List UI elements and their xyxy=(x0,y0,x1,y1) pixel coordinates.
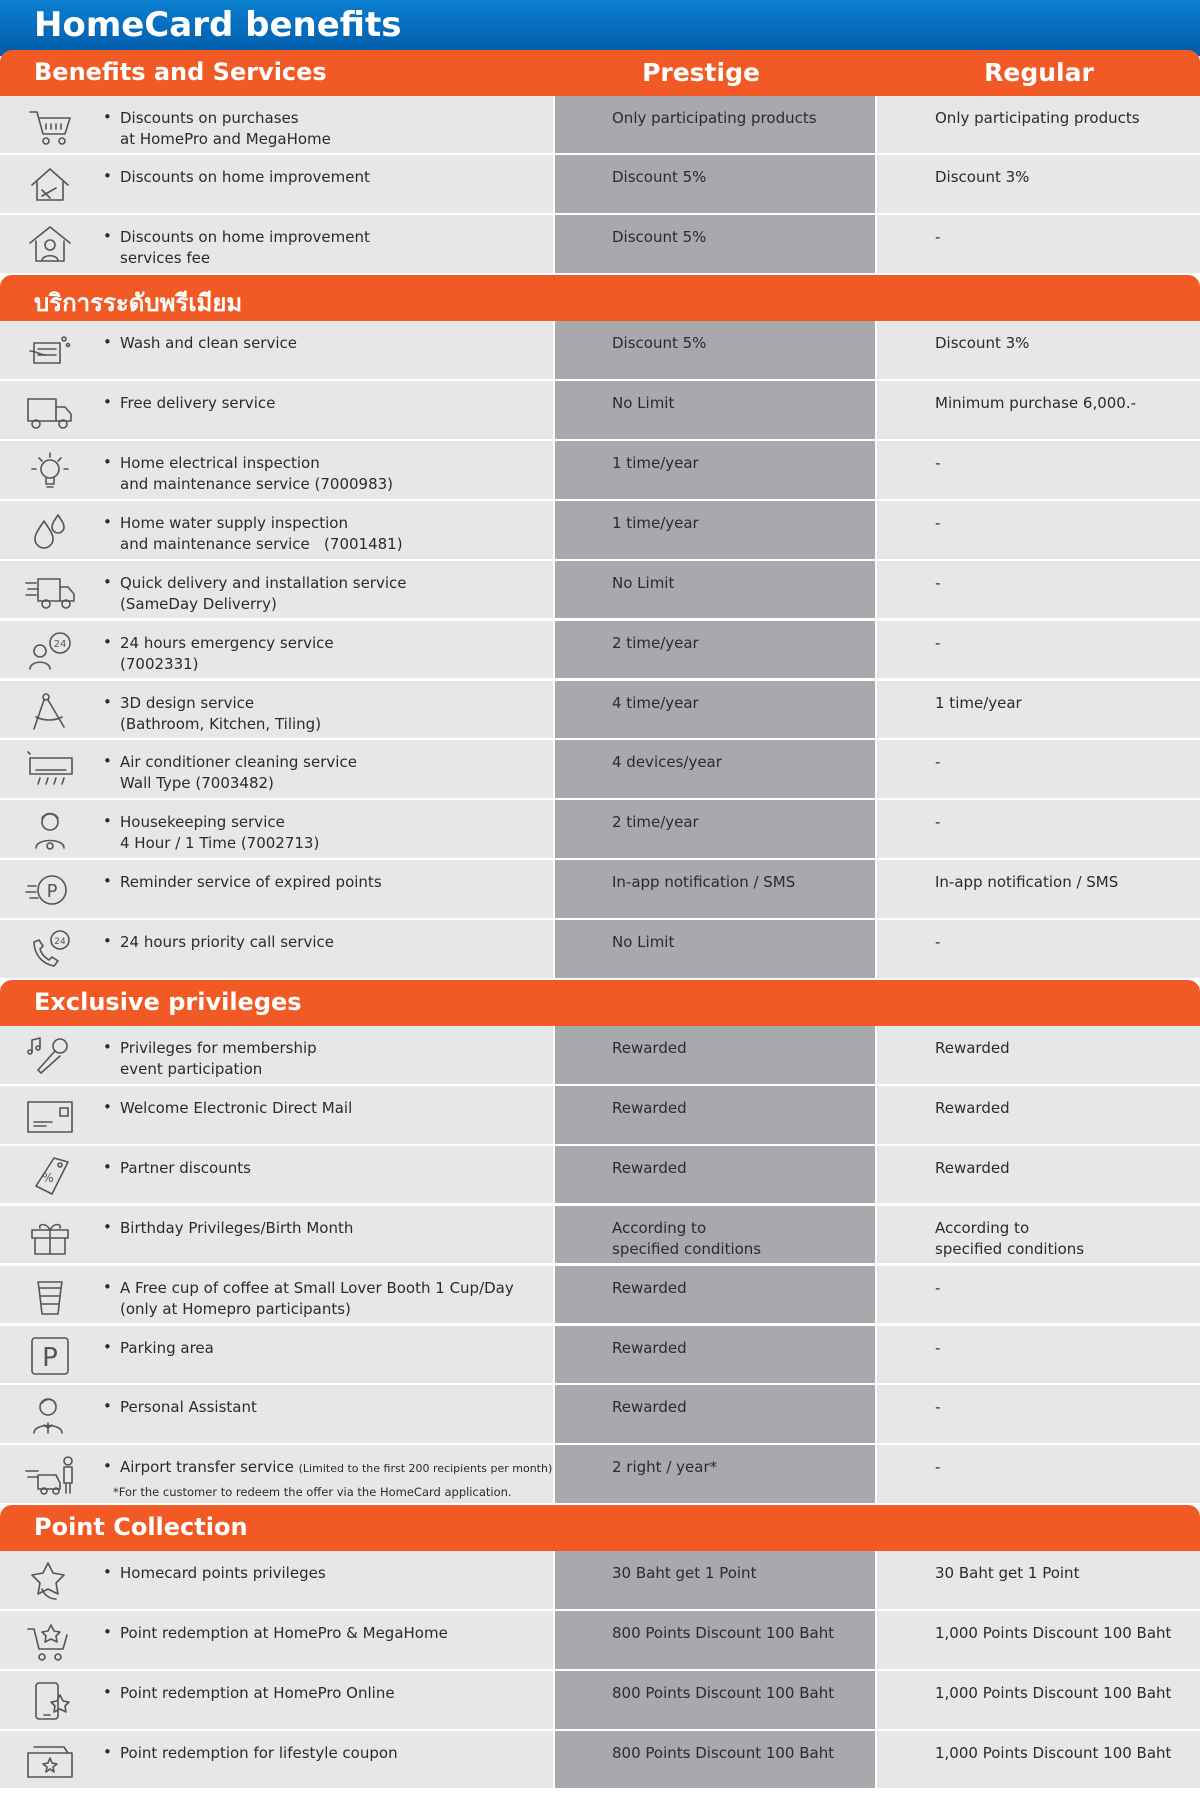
section-header xyxy=(0,50,1200,96)
prestige-cell xyxy=(555,1731,875,1789)
regular-value: - xyxy=(935,1458,941,1477)
regular-value: 1,000 Points Discount 100 Baht xyxy=(935,1684,1172,1703)
regular-cell xyxy=(877,920,1200,978)
home-improvement-icon xyxy=(24,163,76,207)
benefit-text: Birthday Privileges/Birth Month xyxy=(120,1218,354,1237)
prestige-cell xyxy=(555,1551,875,1609)
regular-value: Rewarded xyxy=(935,1158,1010,1177)
benefit-text: Discounts on home improvement xyxy=(120,168,370,187)
regular-cell xyxy=(877,1671,1200,1729)
prestige-cell xyxy=(555,501,875,559)
benefit-row xyxy=(0,215,1200,275)
svg-text:%: % xyxy=(42,1170,54,1185)
benefit-cell xyxy=(0,1326,553,1384)
section-header xyxy=(0,980,1200,1026)
design-compass-icon xyxy=(24,689,76,733)
bullet: • xyxy=(103,1097,112,1116)
benefit-text: Housekeeping service 4 Hour / 1 Time (7002713) xyxy=(120,813,320,853)
prestige-value: 800 Points Discount 100 Baht xyxy=(612,1684,835,1703)
benefit-text: Airport transfer service (Limited to the first 200 recipients per month) xyxy=(120,1458,553,1477)
regular-value: - xyxy=(935,633,941,652)
benefit-text: A Free cup of coffee at Small Lover Booth 1 Cup/Day (only at Homepro participants) xyxy=(120,1278,514,1318)
shopping-cart-icon xyxy=(24,104,76,148)
regular-cell xyxy=(877,1326,1200,1384)
air-conditioner-icon xyxy=(24,748,76,792)
regular-cell xyxy=(877,1146,1200,1204)
benefit-row xyxy=(0,1445,1200,1505)
bullet: • xyxy=(103,1623,112,1642)
regular-value: - xyxy=(935,813,941,832)
benefit-row xyxy=(0,561,1200,621)
prestige-value: 2 time/year xyxy=(612,633,699,652)
regular-cell xyxy=(877,1551,1200,1609)
benefit-row xyxy=(0,860,1200,920)
regular-value: - xyxy=(935,1398,941,1417)
bullet: • xyxy=(103,632,112,651)
regular-cell xyxy=(877,441,1200,499)
prestige-value: Discount 5% xyxy=(612,228,707,247)
benefit-row xyxy=(0,321,1200,381)
prestige-value: Discount 5% xyxy=(612,334,707,353)
regular-value: 1,000 Points Discount 100 Baht xyxy=(935,1743,1172,1762)
benefit-text: Wash and clean service xyxy=(120,334,297,353)
benefit-cell xyxy=(0,800,553,858)
star-hand-icon xyxy=(24,1559,76,1603)
benefit-row xyxy=(0,1026,1200,1086)
prestige-cell xyxy=(555,1611,875,1669)
regular-cell xyxy=(877,215,1200,273)
regular-cell xyxy=(877,1385,1200,1443)
prestige-value: Rewarded xyxy=(612,1278,687,1297)
prestige-cell xyxy=(555,381,875,439)
svg-text:24: 24 xyxy=(54,937,66,948)
benefit-row xyxy=(0,1206,1200,1266)
regular-value: According to specified conditions xyxy=(935,1218,1085,1258)
regular-value: Rewarded xyxy=(935,1098,1010,1117)
bullet: • xyxy=(103,1742,112,1761)
benefit-limit-note: (Limited to the first 200 recipients per month) xyxy=(298,1462,553,1476)
section-title: Benefits and Services xyxy=(34,57,327,86)
regular-cell xyxy=(877,1086,1200,1144)
benefit-footnote: *For the customer to redeem the offer via the HomeCard application. xyxy=(113,1485,512,1500)
svg-text:24: 24 xyxy=(53,638,67,650)
benefit-row xyxy=(0,800,1200,860)
section-title: Point Collection xyxy=(34,1513,248,1542)
prestige-cell xyxy=(555,321,875,379)
regular-value: - xyxy=(935,513,941,532)
benefit-cell xyxy=(0,155,553,213)
prestige-value: Rewarded xyxy=(612,1398,687,1417)
prestige-value: No Limit xyxy=(612,394,675,413)
page-title: HomeCard benefits xyxy=(34,5,402,45)
prestige-value: Rewarded xyxy=(612,1039,687,1058)
benefit-cell xyxy=(0,441,553,499)
benefit-text: 24 hours emergency service (7002331) xyxy=(120,633,334,673)
discount-tag-icon xyxy=(24,1154,76,1198)
prestige-value: Discount 5% xyxy=(612,168,707,187)
benefit-text: Personal Assistant xyxy=(120,1398,257,1417)
benefit-text: Point redemption at HomePro Online xyxy=(120,1684,395,1703)
bullet: • xyxy=(103,572,112,591)
benefit-cell xyxy=(0,1445,553,1503)
benefit-text: Partner discounts xyxy=(120,1158,251,1177)
bullet: • xyxy=(103,932,112,951)
prestige-cell xyxy=(555,441,875,499)
regular-cell xyxy=(877,740,1200,798)
prestige-cell xyxy=(555,1671,875,1729)
regular-cell xyxy=(877,321,1200,379)
prestige-cell xyxy=(555,1445,875,1503)
section-header xyxy=(0,275,1200,321)
benefit-cell xyxy=(0,1266,553,1324)
bullet: • xyxy=(103,512,112,531)
benefit-cell xyxy=(0,501,553,559)
benefit-cell xyxy=(0,1385,553,1443)
benefit-row xyxy=(0,441,1200,501)
benefit-row xyxy=(0,740,1200,800)
benefit-row xyxy=(0,621,1200,681)
prestige-cell xyxy=(555,1266,875,1324)
regular-cell xyxy=(877,800,1200,858)
bullet: • xyxy=(103,872,112,891)
benefit-cell xyxy=(0,920,553,978)
microphone-music-icon xyxy=(24,1034,76,1078)
prestige-cell xyxy=(555,215,875,273)
benefit-row xyxy=(0,1326,1200,1386)
benefit-cell xyxy=(0,381,553,439)
benefit-text: Discounts on home improvement services fee xyxy=(120,228,370,268)
benefit-row xyxy=(0,681,1200,741)
regular-cell xyxy=(877,621,1200,679)
prestige-cell xyxy=(555,1026,875,1084)
title-bar xyxy=(0,0,1200,56)
prestige-value: In-app notification / SMS xyxy=(612,873,796,892)
regular-value: Rewarded xyxy=(935,1039,1010,1058)
benefit-row xyxy=(0,1146,1200,1206)
prestige-value: 800 Points Discount 100 Baht xyxy=(612,1743,835,1762)
prestige-value: 2 right / year* xyxy=(612,1458,718,1477)
benefit-cell xyxy=(0,1731,553,1789)
bullet: • xyxy=(103,227,112,246)
regular-value: In-app notification / SMS xyxy=(935,873,1119,892)
benefit-text: Free delivery service xyxy=(120,394,276,413)
benefit-cell xyxy=(0,621,553,679)
bullet: • xyxy=(103,752,112,771)
cart-star-icon xyxy=(24,1619,76,1663)
prestige-cell xyxy=(555,96,875,154)
prestige-value: 800 Points Discount 100 Baht xyxy=(612,1624,835,1643)
column-regular: Regular xyxy=(984,57,1094,87)
prestige-cell xyxy=(555,860,875,918)
benefit-text: Reminder service of expired points xyxy=(120,873,382,892)
benefit-cell xyxy=(0,561,553,619)
regular-cell xyxy=(877,1611,1200,1669)
bullet: • xyxy=(103,333,112,352)
benefit-cell xyxy=(0,1146,553,1204)
prestige-cell xyxy=(555,681,875,739)
bullet: • xyxy=(103,1157,112,1176)
bullet: • xyxy=(103,393,112,412)
prestige-value: 1 time/year xyxy=(612,513,699,532)
benefit-row xyxy=(0,1551,1200,1611)
svg-text:P: P xyxy=(42,1342,58,1373)
regular-cell xyxy=(877,501,1200,559)
svg-text:P: P xyxy=(46,881,58,903)
benefit-row xyxy=(0,1266,1200,1326)
benefit-cell xyxy=(0,215,553,273)
prestige-cell xyxy=(555,1206,875,1264)
home-technician-icon xyxy=(24,223,76,267)
prestige-cell xyxy=(555,800,875,858)
prestige-cell xyxy=(555,561,875,619)
bullet: • xyxy=(103,1397,112,1416)
bullet: • xyxy=(103,1683,112,1702)
section-header xyxy=(0,1505,1200,1551)
benefit-cell xyxy=(0,860,553,918)
benefit-text: Welcome Electronic Direct Mail xyxy=(120,1098,353,1117)
prestige-value: 1 time/year xyxy=(612,454,699,473)
prestige-cell xyxy=(555,740,875,798)
regular-value: - xyxy=(935,933,941,952)
benefit-cell xyxy=(0,1551,553,1609)
benefit-cell xyxy=(0,681,553,739)
regular-cell xyxy=(877,1731,1200,1789)
benefit-row xyxy=(0,1671,1200,1731)
benefit-row xyxy=(0,501,1200,561)
benefit-cell xyxy=(0,1086,553,1144)
water-drops-icon xyxy=(24,509,76,553)
benefit-text: Quick delivery and installation service (SameDay Deliverry) xyxy=(120,573,407,613)
benefit-cell xyxy=(0,1671,553,1729)
benefit-text: Home water supply inspection and maintenance service (7001481) xyxy=(120,513,403,553)
mobile-star-icon xyxy=(24,1679,76,1723)
bullet: • xyxy=(103,1277,112,1296)
benefit-row xyxy=(0,1611,1200,1671)
benefit-text: Point redemption for lifestyle coupon xyxy=(120,1743,398,1762)
benefit-text: 24 hours priority call service xyxy=(120,933,334,952)
bullet: • xyxy=(103,1217,112,1236)
regular-value: Discount 3% xyxy=(935,334,1030,353)
airport-transfer-icon xyxy=(24,1453,76,1497)
gift-box-icon xyxy=(24,1214,76,1258)
bullet: • xyxy=(103,1038,112,1057)
benefit-row xyxy=(0,96,1200,156)
regular-value: - xyxy=(935,228,941,247)
benefit-text: Discounts on purchases at HomePro and MegaHome xyxy=(120,108,331,148)
regular-value: - xyxy=(935,573,941,592)
benefit-cell xyxy=(0,1611,553,1669)
regular-value: - xyxy=(935,1278,941,1297)
prestige-value: According to specified conditions xyxy=(612,1218,762,1258)
bullet: • xyxy=(103,107,112,126)
fast-delivery-truck-icon xyxy=(24,569,76,613)
coffee-cup-icon xyxy=(24,1274,76,1318)
regular-cell xyxy=(877,1445,1200,1503)
section-title: บริการระดับพรีเมียม xyxy=(34,289,243,318)
prestige-cell xyxy=(555,1385,875,1443)
regular-cell xyxy=(877,96,1200,154)
benefit-row xyxy=(0,155,1200,215)
phone-24h-icon xyxy=(24,928,76,972)
benefit-row xyxy=(0,920,1200,980)
bullet: • xyxy=(103,453,112,472)
housekeeper-icon xyxy=(24,808,76,852)
regular-value: - xyxy=(935,753,941,772)
regular-cell xyxy=(877,381,1200,439)
benefit-text: Point redemption at HomePro & MegaHome xyxy=(120,1624,448,1643)
prestige-value: No Limit xyxy=(612,573,675,592)
column-prestige: Prestige xyxy=(642,57,760,87)
prestige-cell xyxy=(555,155,875,213)
benefit-row xyxy=(0,1086,1200,1146)
prestige-value: 2 time/year xyxy=(612,813,699,832)
bullet: • xyxy=(103,1563,112,1582)
regular-cell xyxy=(877,681,1200,739)
benefit-text: Parking area xyxy=(120,1338,214,1357)
light-bulb-icon xyxy=(24,449,76,493)
bullet: • xyxy=(103,812,112,831)
regular-value: - xyxy=(935,1338,941,1357)
emergency-24h-icon xyxy=(24,629,76,673)
benefit-text: Homecard points privileges xyxy=(120,1564,326,1583)
regular-value: 30 Baht get 1 Point xyxy=(935,1564,1080,1583)
prestige-value: 4 time/year xyxy=(612,693,699,712)
coupon-star-icon xyxy=(24,1739,76,1783)
benefit-cell xyxy=(0,96,553,154)
parking-icon xyxy=(24,1334,76,1378)
regular-value: Discount 3% xyxy=(935,168,1030,187)
prestige-cell xyxy=(555,1146,875,1204)
benefit-cell xyxy=(0,740,553,798)
prestige-value: Rewarded xyxy=(612,1338,687,1357)
mail-envelope-icon xyxy=(24,1094,76,1138)
benefit-row xyxy=(0,1731,1200,1791)
bullet: • xyxy=(103,692,112,711)
section-title: Exclusive privileges xyxy=(34,988,302,1017)
regular-value: Only participating products xyxy=(935,108,1140,127)
delivery-truck-icon xyxy=(24,389,76,433)
bullet: • xyxy=(103,1337,112,1356)
benefit-text: Privileges for membership event participation xyxy=(120,1039,317,1079)
regular-cell xyxy=(877,1026,1200,1084)
wash-hands-icon xyxy=(24,329,76,373)
bullet: • xyxy=(103,167,112,186)
benefit-row xyxy=(0,1385,1200,1445)
benefit-text: Air conditioner cleaning service Wall Type (7003482) xyxy=(120,753,357,793)
prestige-cell xyxy=(555,920,875,978)
benefit-text: 3D design service (Bathroom, Kitchen, Tiling) xyxy=(120,693,322,733)
benefit-text: Home electrical inspection and maintenance service (7000983) xyxy=(120,454,394,494)
regular-cell xyxy=(877,860,1200,918)
benefit-cell xyxy=(0,321,553,379)
regular-cell xyxy=(877,561,1200,619)
prestige-value: Only participating products xyxy=(612,108,817,127)
regular-value: - xyxy=(935,454,941,473)
regular-cell xyxy=(877,155,1200,213)
prestige-cell xyxy=(555,621,875,679)
points-reminder-icon xyxy=(24,868,76,912)
prestige-value: Rewarded xyxy=(612,1098,687,1117)
benefit-cell xyxy=(0,1026,553,1084)
prestige-cell xyxy=(555,1326,875,1384)
regular-value: 1 time/year xyxy=(935,693,1022,712)
regular-value: Minimum purchase 6,000.- xyxy=(935,394,1137,413)
prestige-cell xyxy=(555,1086,875,1144)
prestige-value: 30 Baht get 1 Point xyxy=(612,1564,757,1583)
benefit-cell xyxy=(0,1206,553,1264)
benefit-row xyxy=(0,381,1200,441)
regular-value: 1,000 Points Discount 100 Baht xyxy=(935,1624,1172,1643)
regular-cell xyxy=(877,1266,1200,1324)
prestige-value: 4 devices/year xyxy=(612,753,722,772)
prestige-value: No Limit xyxy=(612,933,675,952)
personal-assistant-icon xyxy=(24,1393,76,1437)
prestige-value: Rewarded xyxy=(612,1158,687,1177)
regular-cell xyxy=(877,1206,1200,1264)
bullet: • xyxy=(103,1457,112,1476)
